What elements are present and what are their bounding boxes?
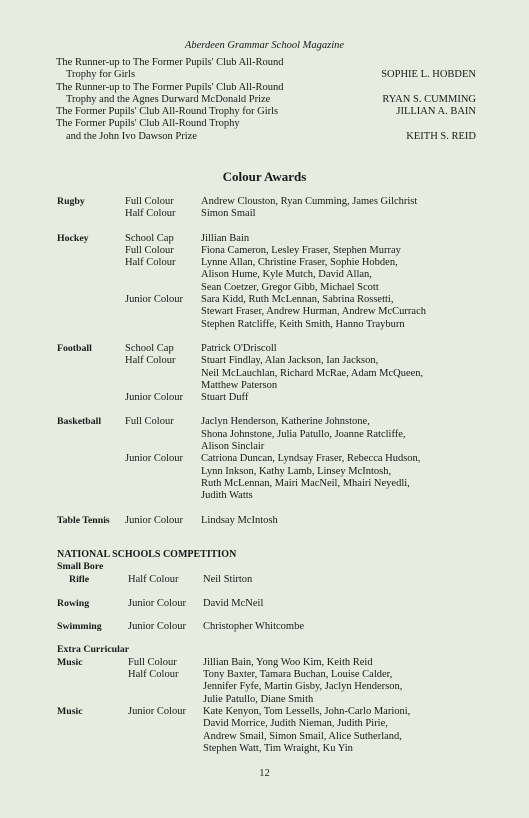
trophy-description-line: The Runner-up to The Former Pupils' Club All-Round	[56, 57, 284, 68]
sport-block	[57, 343, 487, 404]
rowing-level: Junior Colour	[128, 597, 187, 609]
rowing-names: David McNeil	[203, 597, 264, 609]
swimming-names: Christopher Whitcombe	[203, 621, 304, 633]
sport-block	[57, 515, 487, 527]
award-group	[125, 355, 487, 392]
sport-groups	[125, 416, 487, 502]
award-names-line: Matthew Paterson	[201, 379, 278, 391]
colour-awards-list	[57, 196, 487, 539]
award-names-line: Neil McLauchlan, Richard McRae, Adam McQueen,	[201, 367, 424, 379]
award-names-line: Alison Sinclair	[201, 441, 265, 453]
swimming-row	[57, 621, 487, 633]
award-level: Full Colour	[125, 416, 174, 428]
page-number: 12	[259, 768, 270, 779]
award-names-line: Stuart Findlay, Alan Jackson, Ian Jackson,	[201, 355, 379, 367]
trophy-description-line: and the John Ivo Dawson Prize	[66, 130, 197, 142]
award-group	[125, 196, 487, 208]
sport-name: Table Tennis	[57, 514, 110, 526]
award-names-line: Lindsay McIntosh	[201, 514, 278, 526]
rifle-row	[57, 574, 487, 586]
award-names-line: Simon Smail	[201, 208, 256, 220]
award-level: Full Colour	[128, 656, 177, 668]
award-names-line: Jillian Bain	[201, 232, 250, 244]
award-names-line: Patrick O'Driscoll	[201, 342, 277, 354]
award-group	[125, 416, 487, 453]
small-bore-label: Small Bore	[57, 561, 104, 573]
music-row-1	[57, 657, 487, 706]
award-group	[125, 515, 487, 527]
award-level: Full Colour	[125, 244, 174, 256]
award-level: School Cap	[125, 342, 174, 354]
award-names-line: David Morrice, Judith Nieman, Judith Pirie,	[203, 718, 388, 730]
award-group	[125, 233, 487, 245]
rifle-names: Neil Stirton	[203, 573, 253, 585]
award-names-line: Judith Watts	[201, 490, 253, 502]
sport-name: Basketball	[57, 416, 102, 428]
award-names	[201, 245, 487, 257]
sport-block	[57, 233, 487, 331]
award-names-line: Lynne Allan, Christine Fraser, Sophie Hobden,	[201, 257, 398, 269]
award-names-line: Jennifer Fyfe, Martin Gisby, Jaclyn Henderson,	[203, 681, 403, 693]
trophy-description-line: The Runner-up to The Former Pupils' Club All-Round	[56, 81, 284, 93]
trophy-row	[56, 106, 476, 118]
trophy-winner: KEITH S. REID	[406, 130, 476, 142]
award-names-line: Julie Patullo, Diane Smith	[203, 693, 314, 705]
award-names-line: Catriona Duncan, Lyndsay Fraser, Rebecca Hudson,	[201, 453, 421, 465]
award-names-line: Sara Kidd, Ruth McLennan, Sabrina Rossetti,	[201, 294, 394, 306]
award-names-line: Stephen Watt, Tim Wraight, Ku Yin	[203, 742, 353, 754]
award-group	[125, 208, 487, 220]
music-junior-names	[203, 706, 487, 755]
award-names-line: Andrew Smail, Simon Smail, Alice Sutherland,	[203, 730, 402, 742]
award-names	[201, 392, 487, 404]
award-names-line: Fiona Cameron, Lesley Fraser, Stephen Murray	[201, 244, 401, 256]
trophy-description	[56, 118, 240, 143]
award-group	[125, 453, 487, 502]
award-names-line: Stephen Ratcliffe, Keith Smith, Hanno Trayburn	[201, 318, 405, 330]
award-names	[203, 657, 487, 669]
sport-groups	[125, 515, 487, 527]
award-names-line: Tony Baxter, Tamara Buchan, Louise Calder,	[203, 669, 393, 681]
music-label: Music	[57, 656, 83, 668]
award-names-line: Jillian Bain, Yong Woo Kim, Keith Reid	[203, 656, 373, 668]
award-group	[128, 669, 487, 706]
extra-curricular-label: Extra Curricular	[57, 644, 130, 656]
music-junior-level: Junior Colour	[128, 705, 187, 717]
award-names	[201, 208, 487, 220]
award-names	[201, 294, 487, 331]
sport-groups	[125, 196, 487, 221]
award-names-line: Ruth McLennan, Mairi MacNeil, Mhairi Neyedli,	[201, 477, 410, 489]
award-group	[125, 257, 487, 294]
trophy-list	[56, 57, 476, 143]
award-names	[201, 515, 487, 527]
rowing-label: Rowing	[57, 597, 90, 609]
award-group	[128, 657, 487, 669]
sport-groups	[125, 233, 487, 331]
award-level: Full Colour	[125, 196, 174, 207]
award-level: Junior Colour	[125, 294, 184, 306]
trophy-description-line: Trophy for Girls	[66, 69, 136, 81]
rifle-label: Rifle	[69, 573, 90, 585]
award-names-line: Stuart Duff	[201, 392, 249, 404]
award-level: Half Colour	[125, 257, 176, 269]
award-names-line: Alison Hume, Kyle Mutch, David Allan,	[201, 269, 372, 281]
award-names-line: Andrew Clouston, Ryan Cumming, James Gilchrist	[201, 196, 418, 207]
award-names	[201, 343, 487, 355]
award-level: Junior Colour	[125, 514, 184, 526]
national-title: NATIONAL SCHOOLS COMPETITION	[57, 549, 237, 560]
award-group	[125, 343, 487, 355]
award-level: Half Colour	[125, 355, 176, 367]
trophy-row	[56, 118, 476, 143]
sport-name: Football	[57, 342, 92, 354]
award-names	[201, 416, 487, 453]
award-names-line: Sean Coetzer, Gregor Gibb, Michael Scott	[201, 281, 379, 293]
trophy-winner: JILLIAN A. BAIN	[396, 106, 476, 118]
swimming-level: Junior Colour	[128, 621, 187, 633]
award-names-line: Kate Kenyon, Tom Lessells, John-Carlo Marioni,	[203, 705, 411, 717]
award-names-line: Jaclyn Henderson, Katherine Johnstone,	[201, 416, 370, 428]
trophy-winner: RYAN S. CUMMING	[382, 93, 476, 105]
trophy-description-line: The Former Pupils' Club All-Round Trophy for Girls	[56, 106, 279, 118]
trophy-description	[56, 57, 284, 82]
award-names	[201, 257, 487, 294]
colour-awards-title: Colour Awards	[222, 169, 307, 184]
award-group	[125, 392, 487, 404]
rifle-level: Half Colour	[128, 573, 179, 585]
award-group	[125, 294, 487, 331]
award-level: School Cap	[125, 232, 174, 244]
trophy-description-line: Trophy and the Agnes Durward McDonald Prize	[66, 93, 271, 105]
award-level: Junior Colour	[125, 392, 184, 404]
sport-name: Hockey	[57, 232, 89, 244]
award-level: Half Colour	[128, 669, 179, 681]
music-label: Music	[57, 705, 83, 717]
award-level: Junior Colour	[125, 453, 184, 465]
award-names-line: Stewart Fraser, Andrew Hurman, Andrew McCurrach	[201, 306, 426, 318]
music-groups	[128, 657, 487, 706]
trophy-winner: SOPHIE L. HOBDEN	[381, 69, 476, 81]
award-names-line: Shona Johnstone, Julia Patullo, Joanne Ratcliffe,	[201, 428, 406, 440]
award-level: Half Colour	[125, 208, 176, 220]
award-names	[201, 453, 487, 502]
trophy-row	[56, 57, 476, 82]
sport-name: Rugby	[57, 196, 85, 207]
award-names	[201, 196, 487, 208]
music-row-2	[57, 706, 487, 755]
sport-groups	[125, 343, 487, 404]
award-names	[201, 233, 487, 245]
swimming-label: Swimming	[57, 621, 102, 633]
award-group	[125, 245, 487, 257]
running-header: Aberdeen Grammar School Magazine	[184, 40, 345, 51]
trophy-description	[56, 106, 278, 118]
trophy-description	[56, 82, 284, 107]
sport-block	[57, 196, 487, 221]
trophy-description-line: The Former Pupils' Club All-Round Trophy	[56, 118, 240, 130]
award-names	[201, 355, 487, 392]
award-names-line: Lynn Inkson, Kathy Lamb, Linsey McIntosh,	[201, 465, 392, 477]
rowing-row	[57, 598, 487, 610]
national-schools-section	[57, 549, 487, 755]
award-names	[203, 669, 487, 706]
trophy-row	[56, 82, 476, 107]
sport-block	[57, 416, 487, 502]
